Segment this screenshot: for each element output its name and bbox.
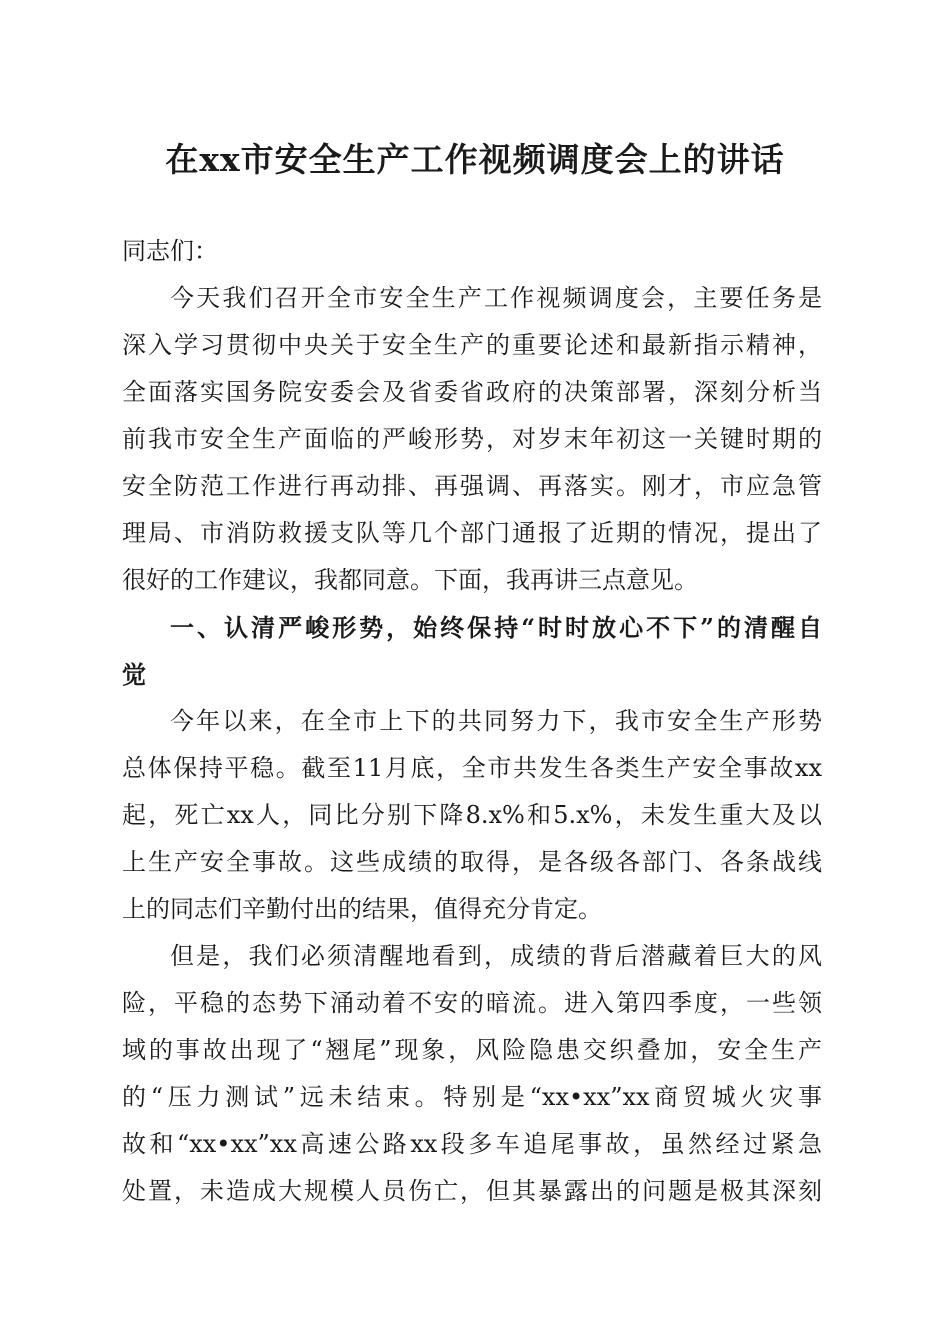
body-line: 但是，我们必须清醒地看到，成绩的背后潜藏着巨大的风 [170,942,822,970]
body-line: 总体保持平稳。截至11月底，全市共发生各类生产安全事故xx [122,754,822,782]
body-line: 前我市安全生产面临的严峻形势，对岁末年初这一关键时期的 [122,425,822,453]
body-line: 险，平稳的态势下涌动着不安的暗流。进入第四季度，一些领 [122,989,822,1017]
body-line: 深入学习贯彻中央关于安全生产的重要论述和最新指示精神， [122,331,822,359]
body-line: 处置，未造成大规模人员伤亡，但其暴露出的问题是极其深刻 [122,1177,822,1205]
body-line: 上生产安全事故。这些成绩的取得，是各级各部门、各条战线 [122,848,822,876]
body-line: 的“压力测试”远未结束。特别是“xx•xx”xx商贸城火灾事 [122,1083,822,1111]
document-title: 在xx市安全生产工作视频调度会上的讲话 [165,140,785,179]
body-line: 上的同志们辛勤付出的结果，值得充分肯定。 [122,895,602,923]
body-line: 很好的工作建议，我都同意。下面，我再讲三点意见。 [122,566,698,594]
speech-body [122,228,822,1215]
body-line: 域的事故出现了“翘尾”现象，风险隐患交织叠加，安全生产 [122,1036,822,1064]
body-line: 故和“xx•xx”xx高速公路xx段多车追尾事故，虽然经过紧急 [122,1130,822,1158]
body-line: 安全防范工作进行再动排、再强调、再落实。刚才，市应急管 [122,472,822,500]
section-heading-line: 觉 [122,660,146,689]
section-heading-line: 一、认清严峻形势，始终保持“时时放心不下”的清醒自 [170,613,822,642]
body-line: 今天我们召开全市安全生产工作视频调度会，主要任务是 [170,284,822,312]
body-line: 理局、市消防救援支队等几个部门通报了近期的情况，提出了 [122,519,822,547]
body-line: 今年以来，在全市上下的共同努力下，我市安全生产形势 [170,707,822,735]
body-line: 起，死亡xx人，同比分别下降8.x%和5.x%，未发生重大及以 [122,801,822,829]
salutation-line: 同志们： [122,237,218,265]
body-line: 全面落实国务院安委会及省委省政府的决策部署，深刻分析当 [122,378,822,406]
